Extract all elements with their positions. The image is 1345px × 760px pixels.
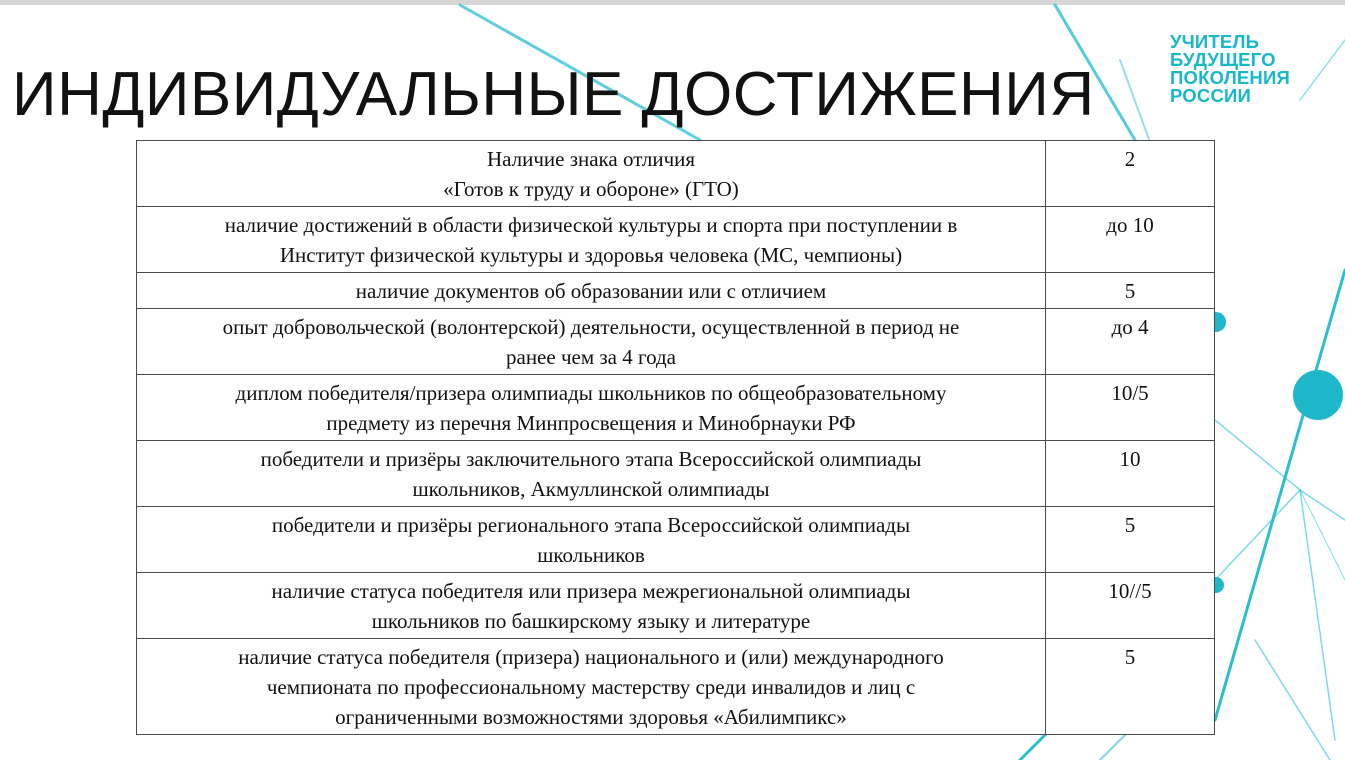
criterion-cell	[137, 207, 1046, 273]
criterion-cell	[137, 273, 1046, 309]
criterion-cell	[137, 573, 1046, 639]
criterion-line: диплом победителя/призера олимпиады школьников по общеобразовательному	[235, 381, 947, 405]
criterion-cell	[137, 639, 1046, 735]
criterion-line: победители и призёры заключительного этапа Всероссийской олимпиады	[260, 447, 922, 471]
table-row	[137, 141, 1215, 207]
points-cell: 5	[1046, 273, 1215, 309]
criterion-line: «Готов к труду и обороне» (ГТО)	[443, 177, 739, 201]
table-row	[137, 309, 1215, 375]
criterion-line: ранее чем за 4 года	[506, 345, 676, 369]
points-cell: 10//5	[1046, 573, 1215, 639]
logo-line: УЧИТЕЛЬ	[1170, 31, 1260, 52]
points-cell: до 4	[1046, 309, 1215, 375]
criterion-line: наличие статуса победителя (призера) национального и (или) международного	[238, 645, 944, 669]
criterion-line: предмету из перечня Минпросвещения и Минобрнауки РФ	[326, 411, 856, 435]
table-row	[137, 441, 1215, 507]
criterion-line: ограниченными возможностями здоровья «Абилимпикс»	[335, 705, 847, 729]
table-row	[137, 639, 1215, 735]
criterion-line: чемпионата по профессиональному мастерству среди инвалидов и лиц с	[266, 675, 916, 699]
criterion-cell	[137, 507, 1046, 573]
organization-logo	[1170, 33, 1290, 105]
criterion-line: опыт добровольческой (волонтерской) деятельности, осуществленной в период не	[222, 315, 960, 339]
logo-line: РОССИИ	[1170, 85, 1251, 106]
criterion-line: наличие документов об образовании или с отличием	[355, 279, 827, 303]
table-row	[137, 273, 1215, 309]
table-row	[137, 573, 1215, 639]
criterion-line: наличие статуса победителя или призера межрегиональной олимпиады	[271, 579, 911, 603]
criterion-line: Институт физической культуры и здоровья человека (МС, чемпионы)	[279, 243, 903, 267]
table-row	[137, 375, 1215, 441]
points-cell: 5	[1046, 507, 1215, 573]
criterion-line: школьников	[537, 543, 645, 567]
criterion-cell	[137, 375, 1046, 441]
points-cell: 2	[1046, 141, 1215, 207]
logo-line: ПОКОЛЕНИЯ	[1170, 67, 1290, 88]
criterion-cell	[137, 141, 1046, 207]
achievements-table	[136, 140, 1215, 735]
points-cell: до 10	[1046, 207, 1215, 273]
criterion-cell	[137, 441, 1046, 507]
criterion-cell	[137, 309, 1046, 375]
criterion-line: школьников, Акмуллинской олимпиады	[412, 477, 770, 501]
criterion-line: наличие достижений в области физической культуры и спорта при поступлении в	[224, 213, 958, 237]
page-title: ИНДИВИДУАЛЬНЫЕ ДОСТИЖЕНИЯ	[12, 60, 1095, 129]
logo-line: БУДУЩЕГО	[1170, 49, 1276, 70]
table-row	[137, 507, 1215, 573]
criterion-line: Наличие знака отличия	[486, 147, 696, 171]
points-cell: 10	[1046, 441, 1215, 507]
criterion-line: победители и призёры регионального этапа Всероссийской олимпиады	[271, 513, 911, 537]
points-cell: 10/5	[1046, 375, 1215, 441]
table-row	[137, 207, 1215, 273]
criterion-line: школьников по башкирскому языку и литературе	[371, 609, 811, 633]
points-cell: 5	[1046, 639, 1215, 735]
